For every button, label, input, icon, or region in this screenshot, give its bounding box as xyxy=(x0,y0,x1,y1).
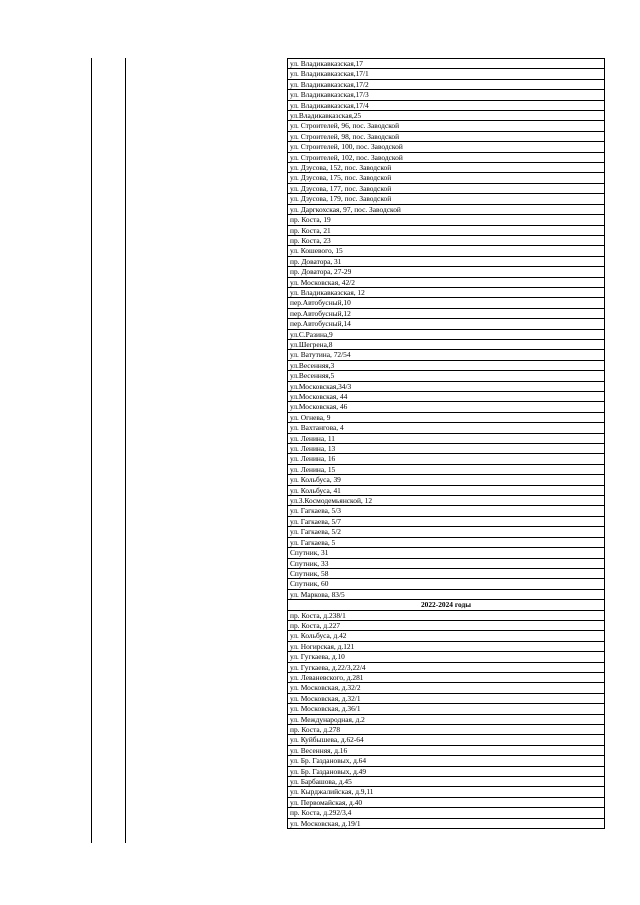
address-cell: ул. Владикавказская,17/1 xyxy=(288,69,605,79)
section-header-row xyxy=(288,600,605,610)
address-cell: ул. Ленина, 15 xyxy=(288,464,605,474)
address-cell: ул.С.Разина,9 xyxy=(288,329,605,339)
address-cell: ул. Владикавказская,17/2 xyxy=(288,79,605,89)
address-cell: ул. Дзусова, 152, пос. Заводской xyxy=(288,163,605,173)
address-cell: ул. Кольбуса, 39 xyxy=(288,475,605,485)
table-row xyxy=(288,412,605,422)
address-cell: пер.Автобусный,14 xyxy=(288,319,605,329)
table-row xyxy=(288,204,605,214)
address-cell: ул. Строителей, 98, пос. Заводской xyxy=(288,131,605,141)
table-row xyxy=(288,579,605,589)
address-cell: пр. Коста, 21 xyxy=(288,225,605,235)
table-row xyxy=(288,402,605,412)
address-cell: ул.Владикавказская,25 xyxy=(288,111,605,121)
address-cell: ул. Гугкаева, д.10 xyxy=(288,652,605,662)
address-cell: ул. Огнева, 9 xyxy=(288,412,605,422)
address-cell: ул. Дзусова, 179, пос. Заводской xyxy=(288,194,605,204)
table-row xyxy=(288,183,605,193)
table-row xyxy=(288,641,605,651)
address-cell: ул. Ленина, 13 xyxy=(288,444,605,454)
table-row xyxy=(288,735,605,745)
address-cell: Спутник, 33 xyxy=(288,558,605,568)
address-cell: ул. Кырджалийская, д.9,11 xyxy=(288,787,605,797)
table-row xyxy=(288,287,605,297)
table-row xyxy=(288,756,605,766)
table-row xyxy=(288,777,605,787)
address-cell: Спутник, 58 xyxy=(288,568,605,578)
address-cell: ул. Гагкаева, 5 xyxy=(288,537,605,547)
table-row xyxy=(288,787,605,797)
table-row xyxy=(288,454,605,464)
table-row xyxy=(288,537,605,547)
table-row xyxy=(288,496,605,506)
table-row xyxy=(288,298,605,308)
table-row xyxy=(288,215,605,225)
table-row xyxy=(288,516,605,526)
table-row xyxy=(288,194,605,204)
table-row xyxy=(288,246,605,256)
address-cell: ул. Кольбуса, д.42 xyxy=(288,631,605,641)
table-row xyxy=(288,277,605,287)
table-row xyxy=(288,339,605,349)
table-row xyxy=(288,475,605,485)
address-cell: пр. Доватора, 27-29 xyxy=(288,267,605,277)
table-row xyxy=(288,329,605,339)
address-cell: ул.Московская,34/3 xyxy=(288,381,605,391)
table-row xyxy=(288,392,605,402)
table-row xyxy=(288,444,605,454)
address-cell: ул. Владикавказская,17 xyxy=(288,59,605,69)
address-cell: ул. Строителей, 96, пос. Заводской xyxy=(288,121,605,131)
address-cell: ул.Шегрена,8 xyxy=(288,339,605,349)
address-cell: ул. Гагкаева, 5/3 xyxy=(288,506,605,516)
address-cell: пер.Автобусный,12 xyxy=(288,308,605,318)
table-row xyxy=(288,350,605,360)
table-row xyxy=(288,714,605,724)
table-row xyxy=(288,433,605,443)
address-cell: ул. Леваневского, д.281 xyxy=(288,672,605,682)
address-cell: Спутник, 60 xyxy=(288,579,605,589)
table-row xyxy=(288,360,605,370)
address-cell: ул.З.Космодемьянской, 12 xyxy=(288,496,605,506)
table-row xyxy=(288,256,605,266)
table-row xyxy=(288,371,605,381)
table-row xyxy=(288,163,605,173)
address-cell: ул. Кошевого, 15 xyxy=(288,246,605,256)
table-row xyxy=(288,152,605,162)
address-cell: ул. Гугкаева, д.22/3,22/4 xyxy=(288,662,605,672)
address-cell: ул. Вахтангова, 4 xyxy=(288,423,605,433)
address-cell: ул. Московская, д.36/1 xyxy=(288,704,605,714)
address-cell: ул. Дзусова, 175, пос. Заводской xyxy=(288,173,605,183)
table-row xyxy=(288,90,605,100)
address-cell: ул. Ватутина, 72/54 xyxy=(288,350,605,360)
address-cell: ул.Весенняя,5 xyxy=(288,371,605,381)
address-cell: пр. Коста, д.238/1 xyxy=(288,610,605,620)
address-cell: ул. Международная, д.2 xyxy=(288,714,605,724)
address-cell: ул. Владикавказская,17/4 xyxy=(288,100,605,110)
table-row xyxy=(288,766,605,776)
table-row xyxy=(288,423,605,433)
table-row xyxy=(288,235,605,245)
address-cell: ул. Гагкаева, 5/2 xyxy=(288,527,605,537)
address-cell: пр. Коста, 19 xyxy=(288,215,605,225)
table-row xyxy=(288,267,605,277)
address-cell: ул. Куйбышева, д.62-64 xyxy=(288,735,605,745)
table-row xyxy=(288,319,605,329)
table-row xyxy=(288,527,605,537)
address-cell: пр. Доватора, 31 xyxy=(288,256,605,266)
address-table xyxy=(287,58,605,829)
address-cell: ул. Бр. Газдановых, д.64 xyxy=(288,756,605,766)
table-row xyxy=(288,111,605,121)
table-row xyxy=(288,589,605,599)
address-cell: ул. Кольбуса, 41 xyxy=(288,485,605,495)
table-row xyxy=(288,818,605,828)
table-row xyxy=(288,121,605,131)
address-cell: ул. Ленина, 11 xyxy=(288,433,605,443)
address-cell: ул. Строителей, 100, пос. Заводской xyxy=(288,142,605,152)
address-cell: пр. Коста, 23 xyxy=(288,235,605,245)
table-row xyxy=(288,683,605,693)
table-row xyxy=(288,485,605,495)
address-cell: ул. Даргкохская, 97, пос. Заводской xyxy=(288,204,605,214)
table-row xyxy=(288,672,605,682)
address-cell: ул.Весенняя,3 xyxy=(288,360,605,370)
address-cell: Спутник, 31 xyxy=(288,548,605,558)
address-cell: ул. Московская, д.32/1 xyxy=(288,693,605,703)
table-row xyxy=(288,610,605,620)
table-row xyxy=(288,100,605,110)
address-cell: ул. Весенняя, д.16 xyxy=(288,745,605,755)
table-row xyxy=(288,69,605,79)
address-cell: ул. Владикавказская, 12 xyxy=(288,287,605,297)
address-cell: ул.Московская, 44 xyxy=(288,392,605,402)
address-cell: ул. Бр. Газдановых, д.49 xyxy=(288,766,605,776)
table-row xyxy=(288,620,605,630)
address-cell: ул. Строителей, 102, пос. Заводской xyxy=(288,152,605,162)
left-column-border-2 xyxy=(125,58,126,843)
address-cell: ул. Московская, 42/2 xyxy=(288,277,605,287)
address-cell: ул. Владикавказская,17/3 xyxy=(288,90,605,100)
table-row xyxy=(288,693,605,703)
section-header: 2022-2024 годы xyxy=(288,600,605,610)
table-row xyxy=(288,631,605,641)
address-cell: ул.Московская, 46 xyxy=(288,402,605,412)
table-row xyxy=(288,725,605,735)
table-row xyxy=(288,173,605,183)
table-row xyxy=(288,59,605,69)
table-row xyxy=(288,558,605,568)
table-row xyxy=(288,308,605,318)
left-column-border-1 xyxy=(91,58,92,843)
table-row xyxy=(288,506,605,516)
table-row xyxy=(288,142,605,152)
address-cell: пер.Автобусный,10 xyxy=(288,298,605,308)
table-row xyxy=(288,652,605,662)
table-row xyxy=(288,381,605,391)
address-cell: пр. Коста, д.292/3,4 xyxy=(288,808,605,818)
table-row xyxy=(288,225,605,235)
address-cell: ул. Первомайская, д.40 xyxy=(288,797,605,807)
address-cell: ул. Гагкаева, 5/7 xyxy=(288,516,605,526)
address-cell: ул. Ногирская, д.121 xyxy=(288,641,605,651)
address-cell: ул. Маркова, 83/5 xyxy=(288,589,605,599)
address-cell: пр. Коста, д.227 xyxy=(288,620,605,630)
address-cell: ул. Барбашова, д.45 xyxy=(288,777,605,787)
table-row xyxy=(288,745,605,755)
address-cell: ул. Московская, д.19/1 xyxy=(288,818,605,828)
table-row xyxy=(288,79,605,89)
table-row xyxy=(288,797,605,807)
address-cell: ул. Ленина, 16 xyxy=(288,454,605,464)
table-row xyxy=(288,808,605,818)
table-row xyxy=(288,662,605,672)
address-cell: пр. Коста, д.278 xyxy=(288,725,605,735)
table-row xyxy=(288,131,605,141)
table-row xyxy=(288,464,605,474)
address-cell: ул. Дзусова, 177, пос. Заводской xyxy=(288,183,605,193)
table-row xyxy=(288,568,605,578)
table-row xyxy=(288,704,605,714)
table-row xyxy=(288,548,605,558)
address-cell: ул. Московская, д.32/2 xyxy=(288,683,605,693)
